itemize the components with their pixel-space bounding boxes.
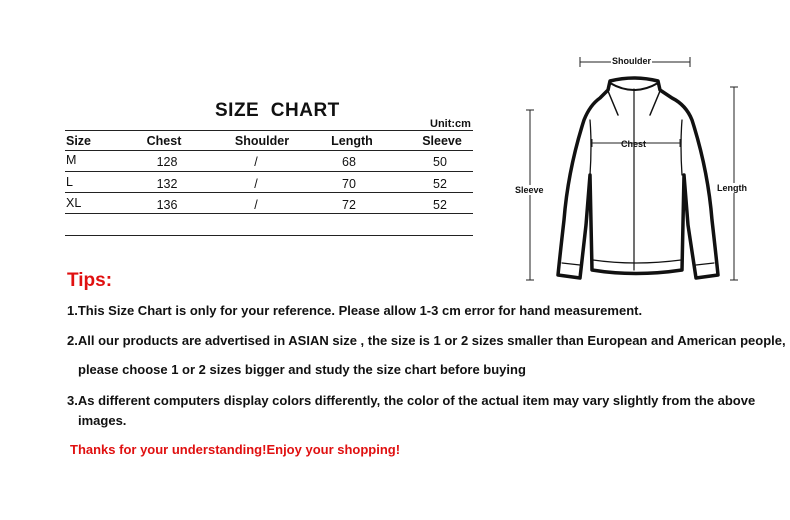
- table-cell-shoulder: /: [254, 177, 258, 191]
- tip-line-2-cont: please choose 1 or 2 sizes bigger and study the size chart before buying: [78, 362, 526, 377]
- table-cell-shoulder: /: [254, 155, 258, 169]
- tip-line-3-cont: images.: [78, 413, 127, 428]
- table-header-shoulder: Shoulder: [234, 134, 290, 148]
- table-row-rule: [65, 171, 473, 172]
- table-cell-sleeve: 52: [433, 198, 447, 212]
- table-cell-length: 70: [342, 177, 356, 191]
- sleeve-label: Sleeve: [515, 185, 544, 195]
- table-cell-chest: 128: [156, 155, 178, 169]
- table-header-sleeve: Sleeve: [422, 134, 462, 148]
- table-row-rule: [65, 192, 473, 193]
- unit-label: Unit:cm: [430, 118, 471, 130]
- length-label: Length: [717, 183, 747, 193]
- shoulder-label: Shoulder: [612, 56, 652, 66]
- table-cell-size: M: [66, 153, 77, 167]
- chest-label: Chest: [621, 139, 647, 149]
- table-cell-size: L: [66, 175, 73, 189]
- table-row-rule: [65, 213, 473, 214]
- table-header-rule: [65, 150, 473, 151]
- table-header-length: Length: [331, 134, 373, 148]
- table-top-rule: [65, 130, 473, 131]
- tip-line-2: 2.All our products are advertised in ASIAN size , the size is 1 or 2 sizes smaller than European and American people,: [67, 333, 786, 348]
- table-cell-size: XL: [66, 196, 82, 210]
- tip-line-3: 3.As different computers display colors differently, the color of the actual item may vary slightly from the above: [67, 393, 756, 408]
- table-header-chest: Chest: [146, 134, 182, 148]
- table-cell-length: 68: [342, 155, 356, 169]
- tip-line-1: 1.This Size Chart is only for your reference. Please allow 1-3 cm error for hand measurement.: [67, 303, 643, 318]
- size-chart-title: SIZE CHART: [215, 100, 340, 121]
- tips-heading: Tips:: [67, 270, 113, 291]
- thanks-message: Thanks for your understanding!Enjoy your shopping!: [70, 442, 401, 457]
- table-bottom-rule: [65, 235, 473, 236]
- table-cell-chest: 136: [156, 198, 178, 212]
- table-cell-length: 72: [342, 198, 356, 212]
- table-cell-sleeve: 52: [433, 177, 447, 191]
- table-header-size: Size: [66, 134, 92, 148]
- table-cell-sleeve: 50: [433, 155, 447, 169]
- table-cell-chest: 132: [156, 177, 178, 191]
- table-cell-shoulder: /: [254, 198, 258, 212]
- jacket-diagram-icon: [500, 45, 770, 295]
